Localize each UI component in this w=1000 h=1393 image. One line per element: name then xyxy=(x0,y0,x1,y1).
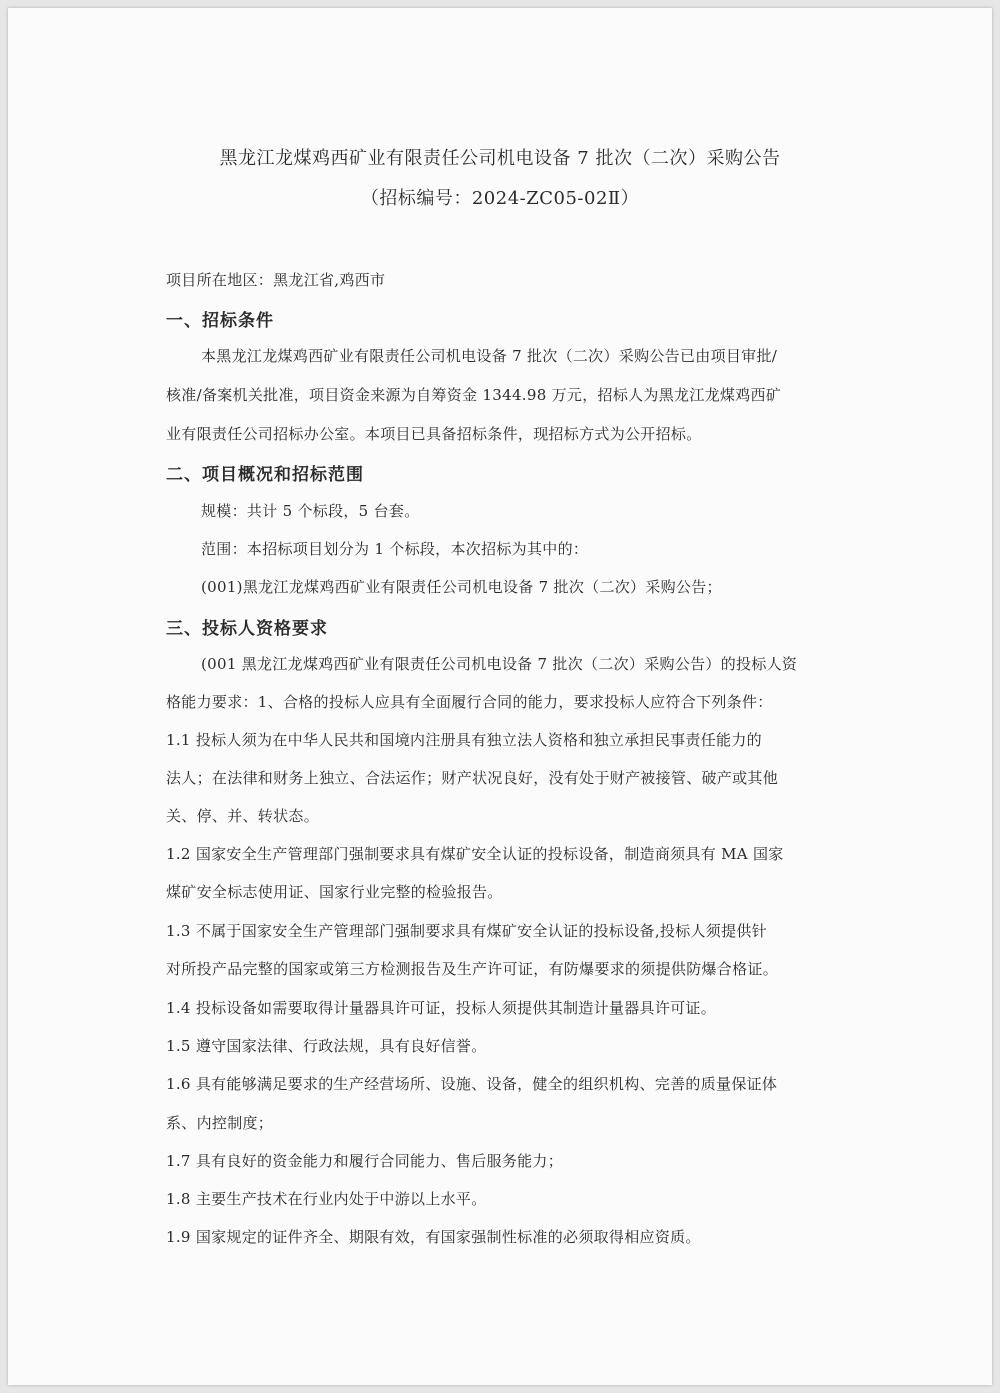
paragraph-line: 本黑龙江龙煤鸡西矿业有限责任公司机电设备 7 批次（二次）采购公告已由项目审批/ xyxy=(201,347,778,365)
paragraph-line: 1.4 投标设备如需要取得计量器具许可证，投标人须提供其制造计量器具许可证。 xyxy=(166,999,717,1017)
paragraph-line: (001)黑龙江龙煤鸡西矿业有限责任公司机电设备 7 批次（二次）采购公告； xyxy=(201,578,722,596)
paragraph-line: 法人；在法律和财务上独立、合法运作；财产状况良好，没有处于财产被接管、破产或其他 xyxy=(166,769,779,787)
document-subtitle: （招标编号：2024-ZC05-02Ⅱ） xyxy=(360,188,640,209)
paragraph-line: 1.5 遵守国家法律、行政法规，具有良好信誉。 xyxy=(166,1037,487,1055)
section1-heading: 一、招标条件 xyxy=(166,311,274,331)
paragraph-line: 1.1 投标人须为在中华人民共和国境内注册具有独立法人资格和独立承担民事责任能力的 xyxy=(166,731,762,749)
paragraph-line: 系、内控制度； xyxy=(166,1114,274,1132)
paragraph-line: 1.6 具有能够满足要求的生产经营场所、设施、设备，健全的组织机构、完善的质量保证体 xyxy=(166,1075,778,1093)
paragraph-line: 关、停、并、转状态。 xyxy=(166,807,320,825)
paragraph-line: 1.8 主要生产技术在行业内处于中游以上水平。 xyxy=(166,1190,487,1208)
paragraph-line: 1.9 国家规定的证件齐全、期限有效，有国家强制性标准的必须取得相应资质。 xyxy=(166,1228,701,1246)
section2-heading: 二、项目概况和招标范围 xyxy=(166,465,364,485)
paragraph-line: 规模：共计 5 个标段，5 台套。 xyxy=(201,502,420,520)
paragraph-line: 1.2 国家安全生产管理部门强制要求具有煤矿安全认证的投标设备，制造商须具有 MA 国家 xyxy=(166,845,784,863)
paragraph-line: (001 黑龙江龙煤鸡西矿业有限责任公司机电设备 7 批次（二次）采购公告）的投标人资 xyxy=(201,655,798,673)
paragraph-line: 范围：本招标项目划分为 1 个标段，本次招标为其中的： xyxy=(201,540,589,558)
paragraph-line: 格能力要求：1、合格的投标人应具有全面履行合同的能力，要求投标人应符合下列条件： xyxy=(166,693,773,711)
paragraph-line: 煤矿安全标志使用证、国家行业完整的检验报告。 xyxy=(166,883,503,901)
paragraph-line: 核准/备案机关批准，项目资金来源为自筹资金 1344.98 万元，招标人为黑龙江龙煤鸡西矿 xyxy=(166,386,782,404)
section3-heading: 三、投标人资格要求 xyxy=(166,619,328,639)
paragraph-line: 1.3 不属于国家安全生产管理部门强制要求具有煤矿安全认证的投标设备,投标人须提供针 xyxy=(166,922,767,940)
document-page xyxy=(8,8,992,1385)
document-title: 黑龙江龙煤鸡西矿业有限责任公司机电设备 7 批次（二次）采购公告 xyxy=(219,148,781,169)
project-location: 项目所在地区：黑龙江省,鸡西市 xyxy=(166,271,386,289)
paragraph-line: 业有限责任公司招标办公室。本项目已具备招标条件，现招标方式为公开招标。 xyxy=(166,425,702,443)
paragraph-line: 对所投产品完整的国家或第三方检测报告及生产许可证，有防爆要求的须提供防爆合格证。 xyxy=(166,960,779,978)
paragraph-line: 1.7 具有良好的资金能力和履行合同能力、售后服务能力； xyxy=(166,1152,564,1170)
